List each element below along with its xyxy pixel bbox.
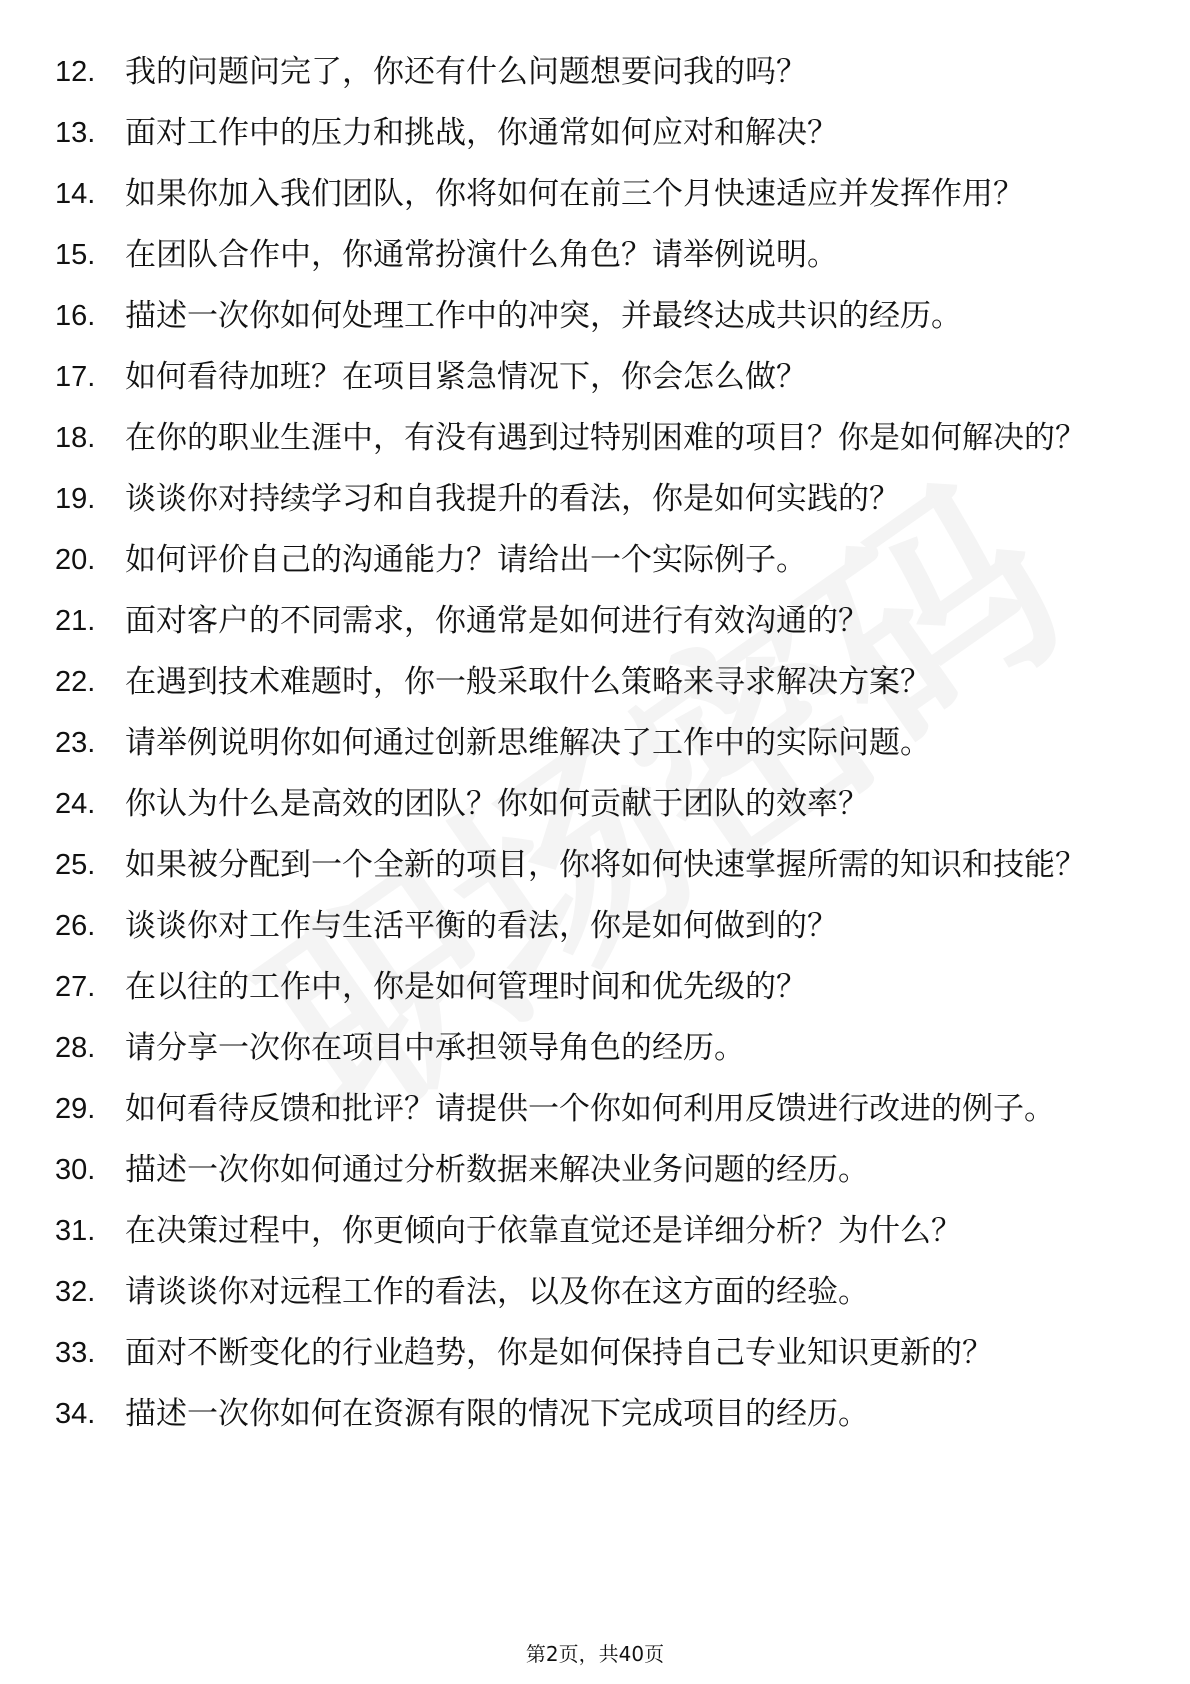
question-number: 15.	[55, 239, 96, 271]
question-number: 18.	[55, 422, 96, 454]
question-item	[0, 845, 1190, 885]
question-item	[0, 906, 1190, 946]
question-item	[0, 357, 1190, 397]
question-item	[0, 479, 1190, 519]
question-number: 31.	[55, 1215, 96, 1247]
question-text: 面对工作中的压力和挑战，你通常如何应对和解决？	[125, 115, 838, 151]
question-number: 33.	[55, 1337, 96, 1369]
question-item	[0, 723, 1190, 763]
question-number: 14.	[55, 178, 96, 210]
question-item	[0, 174, 1190, 214]
question-text: 在决策过程中，你更倾向于依靠直觉还是详细分析？为什么？	[125, 1213, 962, 1249]
question-text: 在以往的工作中，你是如何管理时间和优先级的？	[125, 969, 807, 1005]
question-item	[0, 784, 1190, 824]
question-number: 26.	[55, 910, 96, 942]
question-item	[0, 52, 1190, 92]
question-number: 17.	[55, 361, 96, 393]
question-number: 27.	[55, 971, 96, 1003]
question-number: 16.	[55, 300, 96, 332]
question-number: 22.	[55, 666, 96, 698]
question-number: 24.	[55, 788, 96, 820]
question-number: 19.	[55, 483, 96, 515]
question-item	[0, 662, 1190, 702]
question-number: 30.	[55, 1154, 96, 1186]
question-item	[0, 418, 1190, 458]
question-number: 13.	[55, 117, 96, 149]
question-item	[0, 1211, 1190, 1251]
question-text: 描述一次你如何处理工作中的冲突，并最终达成共识的经历。	[125, 298, 962, 334]
question-number: 25.	[55, 849, 96, 881]
question-text: 谈谈你对持续学习和自我提升的看法，你是如何实践的？	[125, 481, 900, 517]
question-list	[0, 52, 1190, 1455]
question-text: 描述一次你如何在资源有限的情况下完成项目的经历。	[125, 1396, 869, 1432]
question-text: 在团队合作中，你通常扮演什么角色？请举例说明。	[125, 237, 838, 273]
question-text: 如何看待加班？在项目紧急情况下，你会怎么做？	[125, 359, 807, 395]
question-text: 我的问题问完了，你还有什么问题想要问我的吗？	[125, 54, 807, 90]
question-item	[0, 1394, 1190, 1434]
question-text: 你认为什么是高效的团队？你如何贡献于团队的效率？	[125, 786, 869, 822]
question-item	[0, 601, 1190, 641]
question-item	[0, 296, 1190, 336]
page-footer: 第2页，共40页	[525, 1642, 665, 1666]
question-text: 在你的职业生涯中，有没有遇到过特别困难的项目？你是如何解决的？	[125, 420, 1086, 456]
question-number: 29.	[55, 1093, 96, 1125]
question-text: 请分享一次你在项目中承担领导角色的经历。	[125, 1030, 745, 1066]
question-number: 20.	[55, 544, 96, 576]
question-text: 如果被分配到一个全新的项目，你将如何快速掌握所需的知识和技能？	[125, 847, 1086, 883]
question-text: 描述一次你如何通过分析数据来解决业务问题的经历。	[125, 1152, 869, 1188]
question-number: 28.	[55, 1032, 96, 1064]
question-item	[0, 113, 1190, 153]
question-item	[0, 235, 1190, 275]
question-text: 在遇到技术难题时，你一般采取什么策略来寻求解决方案？	[125, 664, 931, 700]
question-item	[0, 1089, 1190, 1129]
question-number: 21.	[55, 605, 96, 637]
question-item	[0, 1333, 1190, 1373]
question-text: 如何看待反馈和批评？请提供一个你如何利用反馈进行改进的例子。	[125, 1091, 1055, 1127]
question-item	[0, 1028, 1190, 1068]
question-number: 32.	[55, 1276, 96, 1308]
question-item	[0, 1272, 1190, 1312]
question-number: 23.	[55, 727, 96, 759]
question-text: 面对不断变化的行业趋势，你是如何保持自己专业知识更新的？	[125, 1335, 993, 1371]
question-number: 34.	[55, 1398, 96, 1430]
question-item	[0, 967, 1190, 1007]
question-text: 请举例说明你如何通过创新思维解决了工作中的实际问题。	[125, 725, 931, 761]
question-text: 谈谈你对工作与生活平衡的看法，你是如何做到的？	[125, 908, 838, 944]
question-text: 如果你加入我们团队，你将如何在前三个月快速适应并发挥作用？	[125, 176, 1024, 212]
question-text: 请谈谈你对远程工作的看法，以及你在这方面的经验。	[125, 1274, 869, 1310]
question-number: 12.	[55, 56, 96, 88]
question-item	[0, 540, 1190, 580]
question-text: 如何评价自己的沟通能力？请给出一个实际例子。	[125, 542, 807, 578]
question-item	[0, 1150, 1190, 1190]
question-text: 面对客户的不同需求，你通常是如何进行有效沟通的？	[125, 603, 869, 639]
